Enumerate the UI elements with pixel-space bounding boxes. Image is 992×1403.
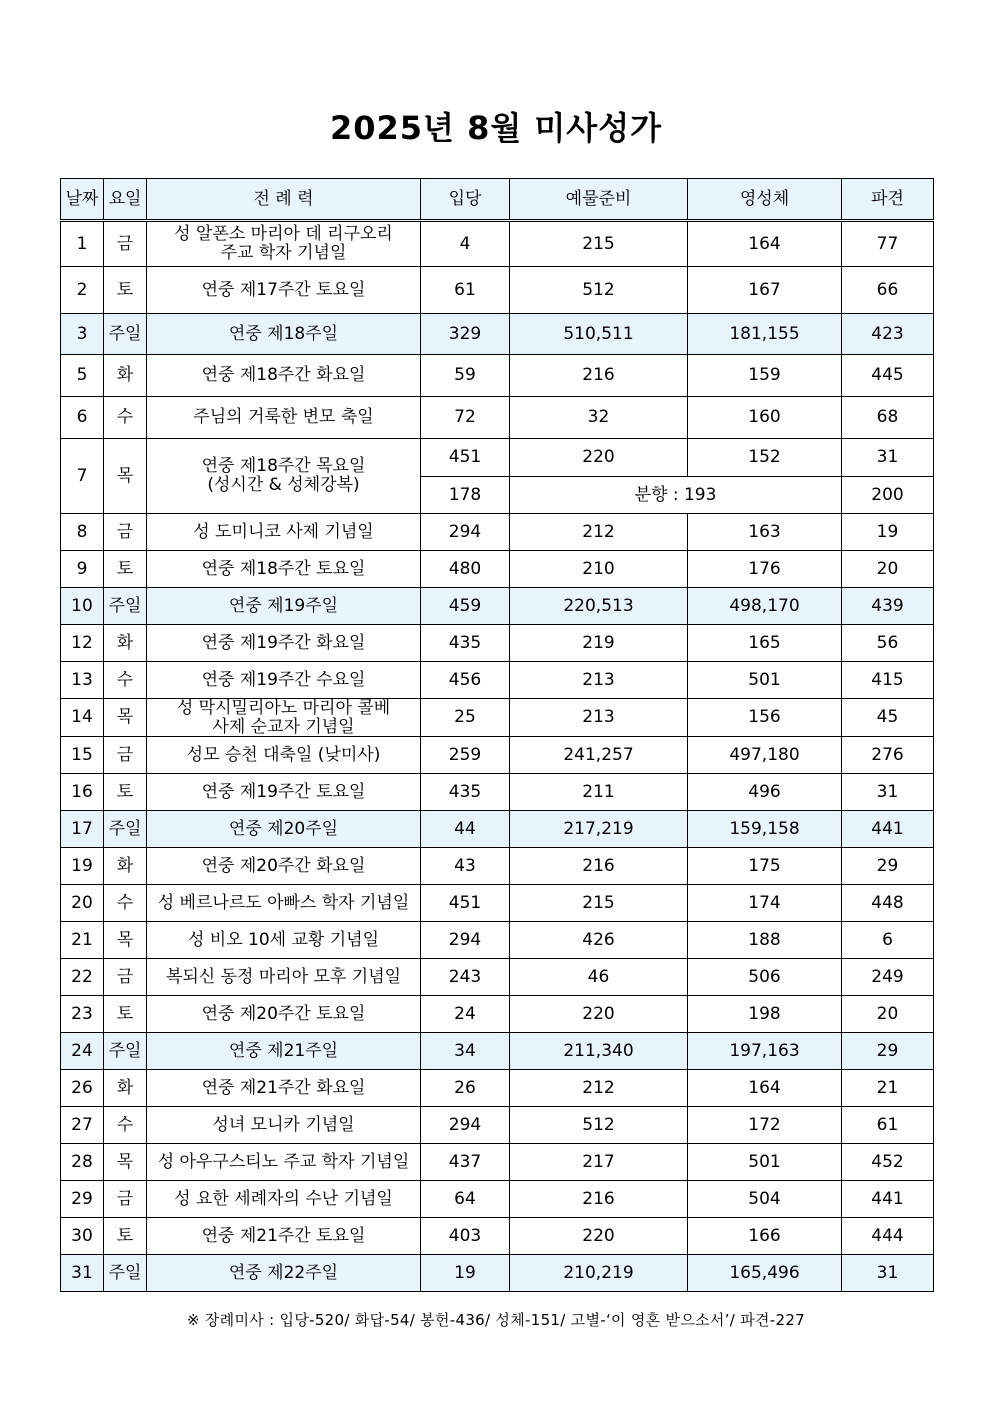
header-communion: 영성체: [688, 179, 842, 221]
entrance-cell: 178: [421, 477, 510, 514]
sending-cell: 415: [842, 662, 934, 699]
offertory-cell: 210: [510, 551, 688, 588]
table-row: [61, 1070, 934, 1107]
sending-cell: 66: [842, 267, 934, 314]
liturgy-cell: 성녀 모니카 기념일: [147, 1107, 421, 1144]
sending-cell: 61: [842, 1107, 934, 1144]
incense-cell: 분향 : 193: [510, 477, 842, 514]
liturgy-cell: 연중 제18주일: [147, 314, 421, 355]
sending-cell: 56: [842, 625, 934, 662]
table-row: [61, 1033, 934, 1070]
liturgy-cell: 복되신 동정 마리아 모후 기념일: [147, 959, 421, 996]
offertory-cell: 216: [510, 355, 688, 397]
day-cell: 주일: [104, 811, 147, 848]
communion-cell: 197,163: [688, 1033, 842, 1070]
table-row: [61, 662, 934, 699]
date-cell: 27: [61, 1107, 104, 1144]
day-cell: 목: [104, 699, 147, 737]
offertory-cell: 512: [510, 1107, 688, 1144]
offertory-cell: 241,257: [510, 737, 688, 774]
entrance-cell: 437: [421, 1144, 510, 1181]
header-liturgy: 전 례 력: [147, 179, 421, 221]
day-cell: 목: [104, 1144, 147, 1181]
entrance-cell: 4: [421, 221, 510, 267]
table-row: [61, 811, 934, 848]
table-row: [61, 848, 934, 885]
sending-cell: 200: [842, 477, 934, 514]
day-cell: 금: [104, 514, 147, 551]
header-row: [61, 179, 934, 221]
entrance-cell: 25: [421, 699, 510, 737]
date-cell: 29: [61, 1181, 104, 1218]
communion-cell: 152: [688, 439, 842, 477]
offertory-cell: 426: [510, 922, 688, 959]
sending-cell: 31: [842, 439, 934, 477]
page-title: 2025년 8월 미사성가: [329, 109, 663, 147]
sending-cell: 423: [842, 314, 934, 355]
date-cell: 3: [61, 314, 104, 355]
offertory-cell: 220: [510, 1218, 688, 1255]
table-row: [61, 439, 934, 477]
sending-cell: 444: [842, 1218, 934, 1255]
entrance-cell: 259: [421, 737, 510, 774]
offertory-cell: 210,219: [510, 1255, 688, 1292]
liturgy-cell: 성 아우구스티노 주교 학자 기념일: [147, 1144, 421, 1181]
table-row: [61, 1255, 934, 1292]
date-cell: 28: [61, 1144, 104, 1181]
entrance-cell: 435: [421, 774, 510, 811]
table-row: [61, 1144, 934, 1181]
date-cell: 31: [61, 1255, 104, 1292]
entrance-cell: 456: [421, 662, 510, 699]
date-cell: 12: [61, 625, 104, 662]
liturgy-cell: 연중 제17주간 토요일: [147, 267, 421, 314]
day-cell: 금: [104, 221, 147, 267]
table-row: [61, 959, 934, 996]
header-offertory: 예물준비: [510, 179, 688, 221]
liturgy-cell: 주님의 거룩한 변모 축일: [147, 397, 421, 439]
table-row: [61, 922, 934, 959]
liturgy-cell: 연중 제19주일: [147, 588, 421, 625]
liturgy-cell: 연중 제18주간 화요일: [147, 355, 421, 397]
table-body: [61, 221, 934, 1292]
sending-cell: 29: [842, 1033, 934, 1070]
entrance-cell: 34: [421, 1033, 510, 1070]
table-row: [61, 774, 934, 811]
entrance-cell: 43: [421, 848, 510, 885]
sending-cell: 441: [842, 1181, 934, 1218]
communion-cell: 501: [688, 662, 842, 699]
sending-cell: 6: [842, 922, 934, 959]
day-cell: 주일: [104, 1033, 147, 1070]
entrance-cell: 451: [421, 885, 510, 922]
day-cell: 금: [104, 737, 147, 774]
communion-cell: 501: [688, 1144, 842, 1181]
table-row: [61, 1107, 934, 1144]
communion-cell: 498,170: [688, 588, 842, 625]
offertory-cell: 215: [510, 885, 688, 922]
sending-cell: 31: [842, 774, 934, 811]
offertory-cell: 220,513: [510, 588, 688, 625]
table-row: [61, 314, 934, 355]
day-cell: 수: [104, 397, 147, 439]
offertory-cell: 211,340: [510, 1033, 688, 1070]
entrance-cell: 294: [421, 922, 510, 959]
entrance-cell: 403: [421, 1218, 510, 1255]
liturgy-cell: 연중 제20주일: [147, 811, 421, 848]
table-row: [61, 514, 934, 551]
sending-cell: 448: [842, 885, 934, 922]
offertory-cell: 219: [510, 625, 688, 662]
table-row: [61, 996, 934, 1033]
header-sending: 파견: [842, 179, 934, 221]
liturgy-cell: 성모 승천 대축일 (낮미사): [147, 737, 421, 774]
date-cell: 1: [61, 221, 104, 267]
offertory-cell: 212: [510, 514, 688, 551]
liturgy-cell: 연중 제20주간 토요일: [147, 996, 421, 1033]
table-row: [61, 267, 934, 314]
day-cell: 화: [104, 848, 147, 885]
liturgy-cell: 연중 제21주일: [147, 1033, 421, 1070]
entrance-cell: 329: [421, 314, 510, 355]
entrance-cell: 24: [421, 996, 510, 1033]
sending-cell: 31: [842, 1255, 934, 1292]
date-cell: 26: [61, 1070, 104, 1107]
liturgy-cell: 연중 제19주간 화요일: [147, 625, 421, 662]
offertory-cell: 220: [510, 996, 688, 1033]
entrance-cell: 435: [421, 625, 510, 662]
communion-cell: 166: [688, 1218, 842, 1255]
funeral-mass-note: ※ 장례미사 : 입당-520/ 화답-54/ 봉헌-436/ 성체-151/ 고별-‘이 영혼 받으소서’/ 파견-227: [186, 1311, 806, 1329]
entrance-cell: 459: [421, 588, 510, 625]
header-date: 날짜: [61, 179, 104, 221]
sending-cell: 249: [842, 959, 934, 996]
day-cell: 금: [104, 1181, 147, 1218]
communion-cell: 174: [688, 885, 842, 922]
table-row: [61, 1181, 934, 1218]
day-cell: 화: [104, 625, 147, 662]
communion-cell: 504: [688, 1181, 842, 1218]
liturgy-cell: 연중 제20주간 화요일: [147, 848, 421, 885]
liturgy-cell: 성 요한 세례자의 수난 기념일: [147, 1181, 421, 1218]
communion-cell: 176: [688, 551, 842, 588]
date-cell: 20: [61, 885, 104, 922]
table-row: [61, 699, 934, 737]
liturgy-cell: 연중 제18주간 토요일: [147, 551, 421, 588]
entrance-cell: 480: [421, 551, 510, 588]
entrance-cell: 294: [421, 1107, 510, 1144]
communion-cell: 167: [688, 267, 842, 314]
date-cell: 7: [61, 439, 104, 514]
sending-cell: 20: [842, 551, 934, 588]
mass-hymn-table: [60, 178, 934, 1292]
communion-cell: 175: [688, 848, 842, 885]
offertory-cell: 213: [510, 662, 688, 699]
sending-cell: 45: [842, 699, 934, 737]
day-cell: 토: [104, 996, 147, 1033]
table-row: [61, 397, 934, 439]
offertory-cell: 216: [510, 1181, 688, 1218]
entrance-cell: 243: [421, 959, 510, 996]
sending-cell: 21: [842, 1070, 934, 1107]
date-cell: 17: [61, 811, 104, 848]
date-cell: 8: [61, 514, 104, 551]
day-cell: 토: [104, 551, 147, 588]
communion-cell: 497,180: [688, 737, 842, 774]
offertory-cell: 32: [510, 397, 688, 439]
table-row: [61, 221, 934, 267]
communion-cell: 496: [688, 774, 842, 811]
communion-cell: 165: [688, 625, 842, 662]
communion-cell: 164: [688, 221, 842, 267]
offertory-cell: 212: [510, 1070, 688, 1107]
sending-cell: 276: [842, 737, 934, 774]
table-row: [61, 625, 934, 662]
liturgy-cell: 성 도미니코 사제 기념일: [147, 514, 421, 551]
entrance-cell: 72: [421, 397, 510, 439]
date-cell: 19: [61, 848, 104, 885]
entrance-cell: 26: [421, 1070, 510, 1107]
table-row: [61, 551, 934, 588]
communion-cell: 198: [688, 996, 842, 1033]
table-row: [61, 355, 934, 397]
sending-cell: 439: [842, 588, 934, 625]
date-cell: 22: [61, 959, 104, 996]
offertory-cell: 216: [510, 848, 688, 885]
date-cell: 14: [61, 699, 104, 737]
communion-cell: 188: [688, 922, 842, 959]
entrance-cell: 61: [421, 267, 510, 314]
date-cell: 5: [61, 355, 104, 397]
sending-cell: 445: [842, 355, 934, 397]
sending-cell: 441: [842, 811, 934, 848]
liturgy-cell: 성 막시밀리아노 마리아 콜베 사제 순교자 기념일: [147, 699, 421, 737]
communion-cell: 156: [688, 699, 842, 737]
sending-cell: 29: [842, 848, 934, 885]
communion-cell: 163: [688, 514, 842, 551]
day-cell: 토: [104, 1218, 147, 1255]
communion-cell: 159: [688, 355, 842, 397]
liturgy-cell: 연중 제22주일: [147, 1255, 421, 1292]
entrance-cell: 44: [421, 811, 510, 848]
offertory-cell: 46: [510, 959, 688, 996]
liturgy-cell: 성 비오 10세 교황 기념일: [147, 922, 421, 959]
day-cell: 토: [104, 774, 147, 811]
entrance-cell: 64: [421, 1181, 510, 1218]
date-cell: 30: [61, 1218, 104, 1255]
communion-cell: 172: [688, 1107, 842, 1144]
date-cell: 23: [61, 996, 104, 1033]
date-cell: 21: [61, 922, 104, 959]
entrance-cell: 451: [421, 439, 510, 477]
sending-cell: 77: [842, 221, 934, 267]
day-cell: 주일: [104, 1255, 147, 1292]
offertory-cell: 510,511: [510, 314, 688, 355]
sending-cell: 20: [842, 996, 934, 1033]
table-row: [61, 1218, 934, 1255]
liturgy-cell: 연중 제19주간 토요일: [147, 774, 421, 811]
communion-cell: 506: [688, 959, 842, 996]
entrance-cell: 294: [421, 514, 510, 551]
date-cell: 9: [61, 551, 104, 588]
entrance-cell: 59: [421, 355, 510, 397]
day-cell: 목: [104, 922, 147, 959]
day-cell: 수: [104, 885, 147, 922]
sending-cell: 68: [842, 397, 934, 439]
liturgy-cell: 연중 제21주간 화요일: [147, 1070, 421, 1107]
offertory-cell: 215: [510, 221, 688, 267]
date-cell: 15: [61, 737, 104, 774]
sending-cell: 452: [842, 1144, 934, 1181]
offertory-cell: 213: [510, 699, 688, 737]
day-cell: 수: [104, 1107, 147, 1144]
liturgy-cell: 성 알폰소 마리아 데 리구오리 주교 학자 기념일: [147, 221, 421, 267]
day-cell: 주일: [104, 314, 147, 355]
table-row: [61, 885, 934, 922]
offertory-cell: 512: [510, 267, 688, 314]
date-cell: 16: [61, 774, 104, 811]
communion-cell: 181,155: [688, 314, 842, 355]
offertory-cell: 217: [510, 1144, 688, 1181]
communion-cell: 165,496: [688, 1255, 842, 1292]
table-row: [61, 588, 934, 625]
day-cell: 화: [104, 1070, 147, 1107]
table-row: [61, 737, 934, 774]
liturgy-cell: 성 베르나르도 아빠스 학자 기념일: [147, 885, 421, 922]
liturgy-cell: 연중 제18주간 목요일 (성시간 & 성체강복): [147, 439, 421, 514]
liturgy-cell: 연중 제21주간 토요일: [147, 1218, 421, 1255]
date-cell: 2: [61, 267, 104, 314]
communion-cell: 159,158: [688, 811, 842, 848]
communion-cell: 160: [688, 397, 842, 439]
day-cell: 수: [104, 662, 147, 699]
day-cell: 토: [104, 267, 147, 314]
entrance-cell: 19: [421, 1255, 510, 1292]
liturgy-cell: 연중 제19주간 수요일: [147, 662, 421, 699]
date-cell: 6: [61, 397, 104, 439]
sending-cell: 19: [842, 514, 934, 551]
day-cell: 화: [104, 355, 147, 397]
date-cell: 10: [61, 588, 104, 625]
day-cell: 목: [104, 439, 147, 514]
offertory-cell: 217,219: [510, 811, 688, 848]
header-entrance: 입당: [421, 179, 510, 221]
day-cell: 주일: [104, 588, 147, 625]
offertory-cell: 220: [510, 439, 688, 477]
date-cell: 24: [61, 1033, 104, 1070]
header-day: 요일: [104, 179, 147, 221]
date-cell: 13: [61, 662, 104, 699]
communion-cell: 164: [688, 1070, 842, 1107]
day-cell: 금: [104, 959, 147, 996]
offertory-cell: 211: [510, 774, 688, 811]
